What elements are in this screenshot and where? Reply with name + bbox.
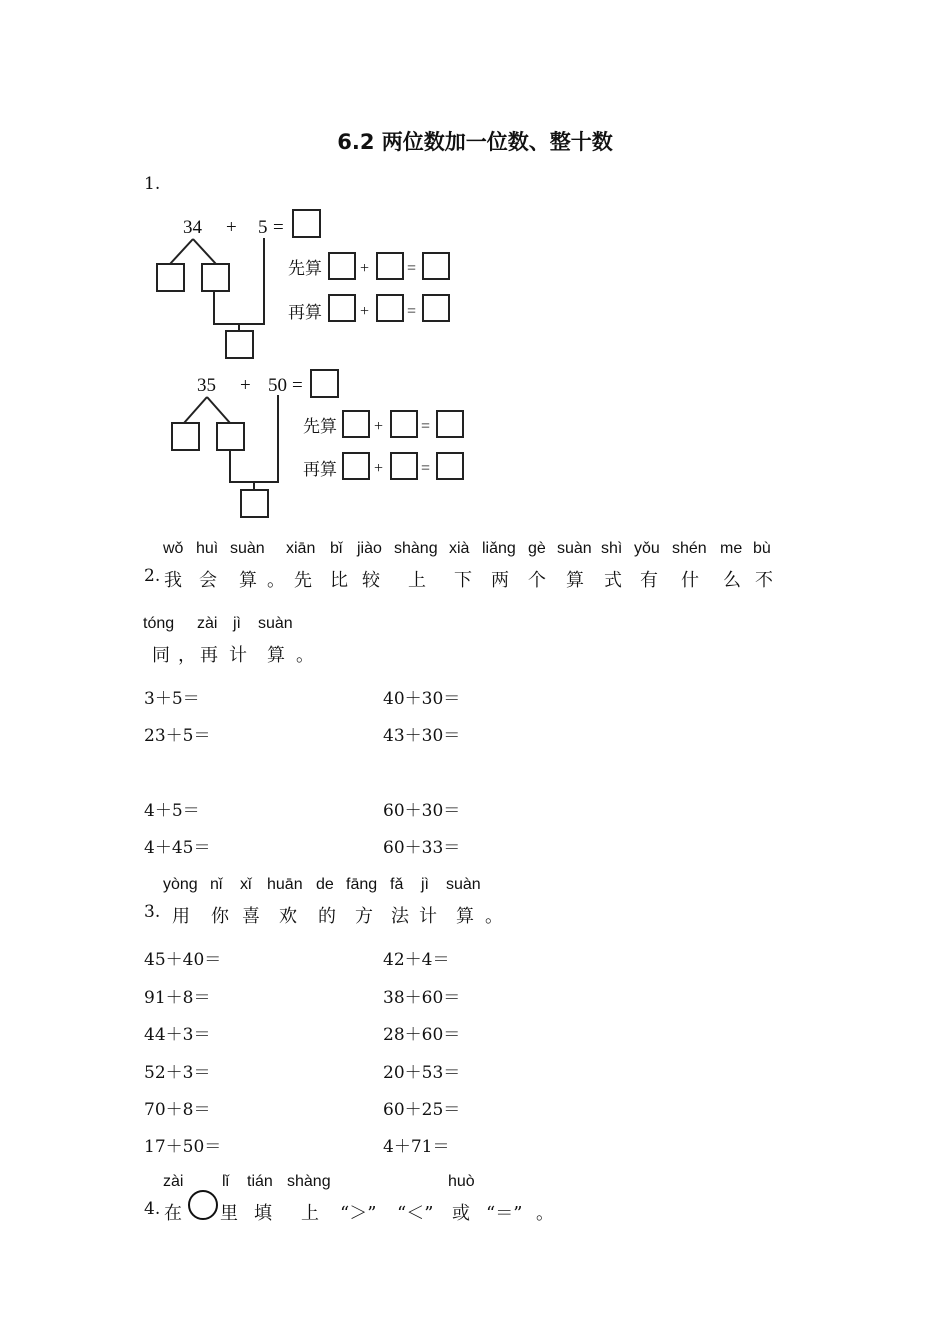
equation: 70＋8＝ [144,1100,211,1120]
d2-result-box[interactable] [241,490,268,517]
instruction-char: ， [178,645,196,666]
instruction-char: 或 [452,1203,470,1224]
d2-split-lines [184,397,230,423]
d2-first-box-3[interactable] [437,411,463,437]
pinyin-syllable: bǐ [330,540,343,557]
pinyin-syllable: yòng [163,876,198,893]
d1-result-box[interactable] [226,331,253,358]
instruction-char: 在 [164,1203,182,1224]
pinyin-syllable: jì [233,615,241,632]
equation: 20＋53＝ [383,1063,461,1083]
instruction-char: 再 [200,645,218,666]
d1-op: + [226,217,237,238]
instruction-char: 我 [164,570,182,591]
equation: 52＋3＝ [144,1063,211,1083]
instruction-char: 个 [528,570,546,591]
d1-first-box-3[interactable] [423,253,449,279]
d2-first-equals: = [421,418,431,435]
instruction-char: 填 [254,1203,272,1224]
pinyin-syllable: nǐ [210,876,223,893]
equation: 3＋5＝ [144,689,200,709]
instruction-char: 。 [485,906,503,927]
instruction-char: 不 [755,570,773,591]
d2-b: 50 [268,375,287,396]
d2-first-box-2[interactable] [391,411,417,437]
instruction-char: 用 [172,906,190,927]
d1-ones-box[interactable] [202,264,229,291]
pinyin-syllable: xǐ [240,876,252,893]
pinyin-syllable: shén [672,540,707,557]
pinyin-syllable: suàn [446,876,481,893]
instruction-char: 么 [723,570,741,591]
page-title: 6.2 两位数加一位数、整十数 [337,130,613,154]
d1-first-label: 先算 [288,259,322,278]
instruction-char: 你 [211,906,229,927]
pinyin-syllable: xià [449,540,470,557]
instruction-char: 比 [330,570,348,591]
pinyin-syllable: me [720,540,743,557]
instruction-char: 上 [301,1203,319,1224]
diagram-2 [172,370,463,517]
d2-first-plus: + [374,418,384,435]
equation: 40＋30＝ [383,689,461,709]
d2-eq: = [292,375,303,396]
equation: 60＋33＝ [383,838,461,858]
d1-then-plus: + [360,303,370,320]
instruction-char: “＜” [397,1203,434,1224]
d2-tens-box[interactable] [172,423,199,450]
pinyin-syllable: tián [247,1173,273,1190]
instruction-char: 会 [199,570,217,591]
d1-eq: = [273,217,284,238]
equation: 28＋60＝ [383,1025,461,1045]
d1-then-label: 再算 [288,303,322,322]
instruction-char: 计 [229,645,247,666]
equation: 43＋30＝ [383,726,461,746]
instruction-char: “＝” [486,1203,523,1224]
instruction-char: 较 [362,570,380,591]
pinyin-syllable: suàn [557,540,592,557]
pinyin-syllable: zài [197,615,218,632]
d1-then-box-2[interactable] [377,295,403,321]
pinyin-syllable: jiào [357,540,382,557]
pinyin-syllable: tóng [143,615,175,632]
pinyin-syllable: yǒu [634,540,660,557]
circle-blank-icon[interactable] [188,1190,218,1220]
pinyin-syllable: huì [196,540,219,557]
equation: 42＋4＝ [383,950,450,970]
equation: 4＋45＝ [144,838,211,858]
d2-first-label: 先算 [303,417,337,436]
diagram-1 [157,210,449,358]
q2-number: 2. [144,566,161,586]
instruction-char: 。 [296,645,314,666]
equation: 4＋71＝ [383,1137,450,1157]
instruction-char: 计 [419,906,437,927]
pinyin-syllable: shì [601,540,623,557]
instruction-char: 方 [355,906,373,927]
pinyin-syllable: suàn [230,540,265,557]
pinyin-syllable: zài [163,1173,184,1190]
pinyin-syllable: jì [421,876,429,893]
q4-number: 4. [144,1199,161,1219]
d1-then-box-1[interactable] [329,295,355,321]
d1-first-box-1[interactable] [329,253,355,279]
pinyin-syllable: xiān [286,540,316,557]
instruction-char: 同 [152,645,170,666]
d2-ones-box[interactable] [217,423,244,450]
equation: 44＋3＝ [144,1025,211,1045]
d1-first-equals: = [407,260,417,277]
equation: 45＋40＝ [144,950,222,970]
instruction-char: 法 [391,906,409,927]
d2-answer-box[interactable] [311,370,338,397]
instruction-char: 。 [536,1203,554,1224]
equation: 23＋5＝ [144,726,211,746]
d2-then-box-1[interactable] [343,453,369,479]
pinyin-syllable: fāng [346,876,378,893]
instruction-char: 里 [220,1203,238,1224]
pinyin-syllable: shàng [394,540,438,557]
pinyin-syllable: fǎ [390,876,404,893]
d1-b: 5 [258,217,268,238]
d2-then-plus: + [374,460,384,477]
equation: 38＋60＝ [383,988,461,1008]
d1-tens-box[interactable] [157,264,184,291]
pinyin-syllable: huò [448,1173,475,1190]
instruction-char: 。 [267,570,285,591]
d2-a: 35 [197,375,216,396]
equation: 4＋5＝ [144,801,200,821]
equation: 17＋50＝ [144,1137,222,1157]
instruction-char: 算 [267,645,285,666]
pinyin-syllable: huān [267,876,303,893]
instruction-char: 有 [640,570,658,591]
instruction-char: 算 [566,570,584,591]
d1-then-equals: = [407,303,417,320]
instruction-char: 下 [454,570,472,591]
d2-then-label: 再算 [303,460,337,479]
q1-number: 1. [144,174,161,194]
d2-first-box-1[interactable] [343,411,369,437]
pinyin-syllable: gè [528,540,546,557]
d1-a: 34 [183,217,202,238]
pinyin-syllable: de [316,876,334,893]
equation: 91＋8＝ [144,988,211,1008]
d2-then-box-2[interactable] [391,453,417,479]
d2-then-equals: = [421,460,431,477]
instruction-char: 算 [456,906,474,927]
d2-op: + [240,375,251,396]
instruction-char: 的 [318,906,336,927]
instruction-char: 式 [604,570,622,591]
instruction-char: 算 [239,570,257,591]
instruction-char: 先 [294,570,312,591]
pinyin-syllable: bù [753,540,771,557]
decomposition-diagrams [140,200,500,530]
d1-first-plus: + [360,260,370,277]
instruction-char: “＞” [340,1203,377,1224]
d2-then-box-3[interactable] [437,453,463,479]
instruction-char: 上 [408,570,426,591]
pinyin-syllable: shàng [287,1173,331,1190]
d1-split-lines [170,239,216,264]
equation: 60＋30＝ [383,801,461,821]
equation: 60＋25＝ [383,1100,461,1120]
d1-then-box-3[interactable] [423,295,449,321]
d1-answer-box[interactable] [293,210,320,237]
pinyin-syllable: lǐ [222,1173,230,1190]
pinyin-syllable: suàn [258,615,293,632]
instruction-char: 什 [681,570,699,591]
pinyin-syllable: wǒ [163,540,184,557]
q3-number: 3. [144,902,161,922]
d1-first-box-2[interactable] [377,253,403,279]
instruction-char: 欢 [279,906,297,927]
instruction-char: 两 [491,570,509,591]
pinyin-syllable: liǎng [482,540,516,557]
instruction-char: 喜 [242,906,260,927]
